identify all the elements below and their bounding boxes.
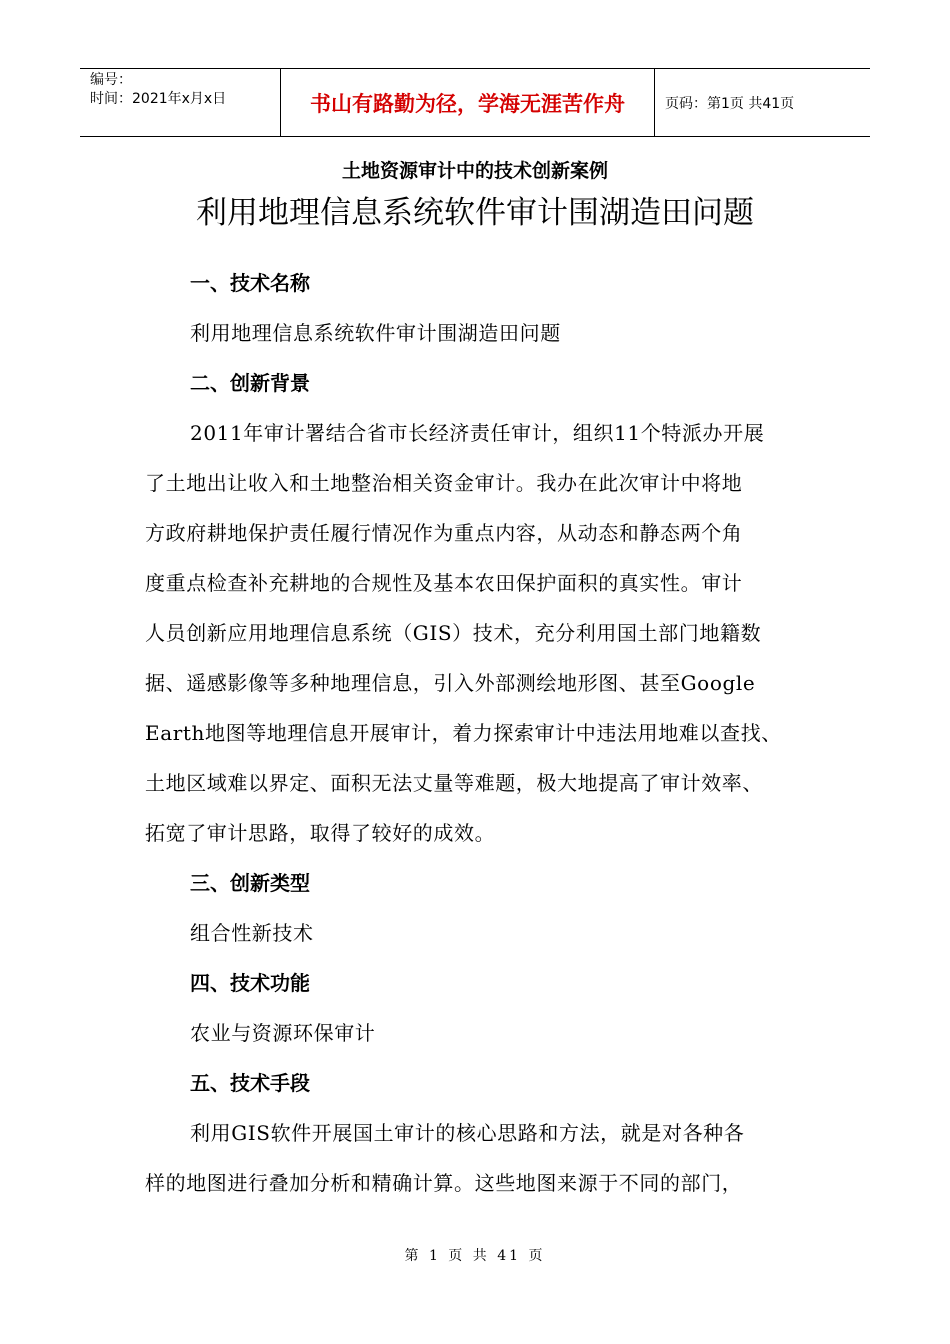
paragraph-line: 利用地理信息系统软件审计围湖造田问题 — [190, 321, 561, 345]
paragraph-line: 组合性新技术 — [190, 921, 314, 945]
header-table — [80, 68, 870, 137]
paragraph-line: Earth地图等地理信息开展审计，着力探索审计中违法用地难以查找、 — [145, 721, 782, 745]
page-footer: 第 1 页 共 41 页 — [404, 1248, 546, 1264]
paragraph-line: 方政府耕地保护责任履行情况作为重点内容，从动态和静态两个角 — [145, 521, 743, 545]
header-page-info: 页码：第1页 共41页 — [665, 95, 795, 112]
header-number-label: 编号： — [90, 72, 132, 88]
section-heading: 二、创新背景 — [190, 371, 310, 395]
header-motto: 书山有路勤为径，学海无涯苦作舟 — [281, 69, 655, 136]
section-heading: 四、技术功能 — [190, 971, 310, 995]
paragraph-line: 样的地图进行叠加分析和精确计算。这些地图来源于不同的部门， — [145, 1171, 743, 1195]
paragraph-line: 利用GIS软件开展国土审计的核心思路和方法，就是对各种各 — [190, 1121, 745, 1145]
paragraph-line: 度重点检查补充耕地的合规性及基本农田保护面积的真实性。审计 — [145, 571, 743, 595]
paragraph-line: 了土地出让收入和土地整治相关资金审计。我办在此次审计中将地 — [145, 471, 743, 495]
header-meta — [80, 69, 281, 136]
paragraph-line: 据、遥感影像等多种地理信息，引入外部测绘地形图、甚至Google — [145, 671, 756, 695]
header-time-label: 时间：2021年x月x日 — [90, 91, 227, 107]
section-heading: 一、技术名称 — [190, 271, 310, 295]
section-heading: 三、创新类型 — [190, 871, 310, 895]
section-heading: 五、技术手段 — [190, 1071, 310, 1095]
paragraph-line: 土地区域难以界定、面积无法丈量等难题，极大地提高了审计效率、 — [145, 771, 763, 795]
paragraph-line: 人员创新应用地理信息系统（GIS）技术，充分利用国土部门地籍数 — [145, 621, 762, 645]
paragraph-line: 拓宽了审计思路，取得了较好的成效。 — [145, 821, 496, 845]
paragraph-line: 2011年审计署结合省市长经济责任审计，组织11个特派办开展 — [190, 421, 765, 445]
document-title: 利用地理信息系统软件审计围湖造田问题 — [196, 195, 754, 231]
document-subtitle: 土地资源审计中的技术创新案例 — [341, 160, 608, 182]
paragraph-line: 农业与资源环保审计 — [190, 1021, 376, 1045]
document-body — [145, 258, 825, 1208]
